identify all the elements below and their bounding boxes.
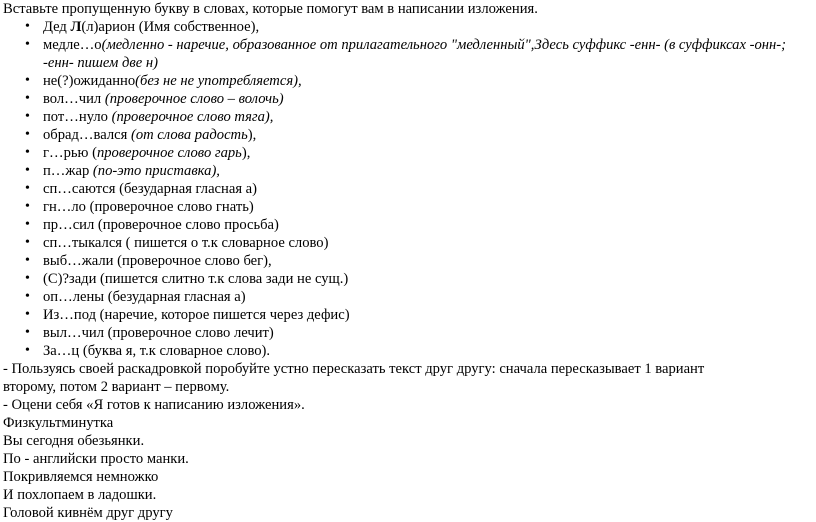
poem-line: По - английски просто манки. bbox=[3, 451, 189, 467]
list-item: • сп…тыкался ( пишется о т.к словарное слово) bbox=[3, 234, 816, 252]
list-item: • пот…нуло (проверочное слово тяга), bbox=[3, 108, 816, 126]
list-item: • вол…чил (проверочное слово – волочь) bbox=[3, 90, 816, 108]
list-item: • За…ц (буква я, т.к словарное слово). bbox=[3, 342, 816, 360]
list-item: • не(?)ожиданно(без не не употребляется), bbox=[3, 72, 816, 90]
self-assessment: - Оцени себя «Я готов к написанию изложения». bbox=[3, 397, 305, 413]
retell-instruction-line1: - Пользуясь своей раскадровкой поробуйте устно пересказать текст друг другу: сначала пересказывает 1 вариант bbox=[3, 361, 705, 377]
poem-line: Вы сегодня обезьянки. bbox=[3, 433, 145, 449]
poem-line: Головой кивнём друг другу bbox=[3, 505, 173, 521]
list-item: • обрад…вался (от слова радость), bbox=[3, 126, 816, 144]
list-item: • Из…под (наречие, которое пишется через дефис) bbox=[3, 306, 816, 324]
poem-line: И похлопаем в ладошки. bbox=[3, 487, 157, 503]
list-item: • п…жар (по-это приставка), bbox=[3, 162, 816, 180]
list-item: • г…рью (проверочное слово гарь), bbox=[3, 144, 816, 162]
list-item: • пр…сил (проверочное слово просьба) bbox=[3, 216, 816, 234]
list-item: • выб…жали (проверочное слово бег), bbox=[3, 252, 816, 270]
intro-text: Вставьте пропущенную букву в словах, которые помогут вам в написании изложения. bbox=[3, 1, 538, 17]
poem-line: Покривляемся немножко bbox=[3, 469, 159, 485]
retell-instruction-line2: второму, потом 2 вариант – первому. bbox=[3, 379, 230, 395]
section-heading: Физкультминутка bbox=[3, 415, 114, 431]
list-item: • оп…лены (безударная гласная а) bbox=[3, 288, 816, 306]
word-list bbox=[3, 18, 816, 360]
list-item: • медле…о(медленно - наречие, образованное от прилагательного "медленный",Здесь суффикс -енн- (в суффиксах -онн-; -енн- пишем две н) bbox=[3, 36, 816, 72]
list-item: • Дед Л(л)арион (Имя собственное), bbox=[3, 18, 816, 36]
list-item: • (С)?зади (пишется слитно т.к слова зади не сущ.) bbox=[3, 270, 816, 288]
list-item: • сп…саются (безударная гласная а) bbox=[3, 180, 816, 198]
list-item: • гн…ло (проверочное слово гнать) bbox=[3, 198, 816, 216]
list-item: • выл…чил (проверочное слово лечит) bbox=[3, 324, 816, 342]
